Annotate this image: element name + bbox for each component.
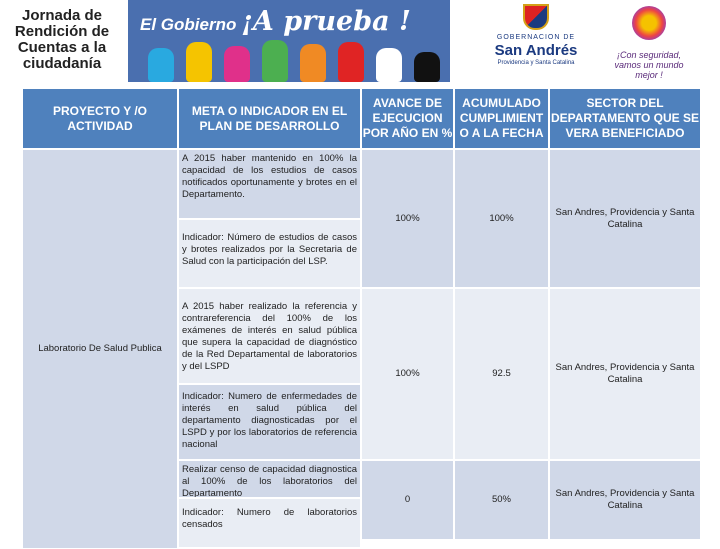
hand-icon: [262, 40, 288, 82]
indicador-cell: Indicador: Número de estudios de casos y brotes realizados por la Secretaria de Salud con la participación del LSP.: [178, 219, 361, 288]
sector-cell: San Andres, Providencia y Santa Catalina: [549, 460, 701, 540]
banner-emphasis: ¡A prueba !: [241, 6, 411, 37]
gob-sub: Providencia y Santa Catalina: [497, 60, 575, 66]
project-cell: Laboratorio De Salud Publica: [22, 149, 178, 549]
avance-cell: 100%: [361, 288, 454, 460]
avance-cell: 100%: [361, 149, 454, 288]
gobernacion-logo: [482, 4, 590, 67]
sector-cell: San Andres, Providencia y Santa Catalina: [549, 149, 701, 288]
col-meta: META O INDICADOR EN EL PLAN DE DESARROLLO: [178, 88, 361, 149]
gob-top: GOBERNACION DE: [496, 34, 576, 41]
cursor-hand-icon: [376, 48, 402, 82]
hand-icon: [224, 46, 250, 82]
meta-cell: A 2015 haber realizado la referencia y contrareferencia del 100% de los exámenes de interés en salud pública que supera la capacidad de diagnóstico de la Red Departamental de laboratorios y del LSPD: [178, 288, 361, 384]
meta-cell: A 2015 haber mantenido en 100% la capacidad de los estudios de casos notificados oportunamente y brotes en el Departamento.: [178, 149, 361, 219]
slogan-text: ¡Con seguridad, vamos un mundo mejor !: [614, 50, 684, 80]
col-acumulado: ACUMULADO CUMPLIMIENT O A LA FECHA: [454, 88, 549, 149]
acumulado-cell: 100%: [454, 149, 549, 288]
hand-icon: [338, 42, 364, 82]
acumulado-cell: 92.5: [454, 288, 549, 460]
hand-icon: [148, 48, 174, 82]
indicador-cell: Indicador: Numero de enfermedades de interés en salud pública del departamento diagnosticadas por el LSPD y por los laboratorios de referencia nacional: [178, 384, 361, 460]
slogan-logo: [604, 6, 694, 80]
col-sector: SECTOR DEL DEPARTAMENTO QUE SE VERA BENEFICIADO: [549, 88, 701, 149]
hand-icon: [300, 44, 326, 82]
event-title: Jornada de Rendición de Cuentas a la ciudadanía: [14, 7, 110, 72]
banner-text: El Gobierno: [140, 15, 237, 34]
col-proyecto: PROYECTO Y /O ACTIVIDAD: [22, 88, 178, 149]
gob-name: San Andrés: [494, 42, 578, 59]
meta-cell: Realizar censo de capacidad diagnostica al 100% de los laboratorios del Departamento: [178, 460, 361, 498]
avance-cell: 0: [361, 460, 454, 540]
hand-icon: [186, 42, 212, 82]
sun-icon: [632, 6, 666, 40]
shield-icon: [523, 4, 549, 30]
banner: [128, 0, 450, 82]
thumbs-up-icon: [414, 52, 440, 82]
sector-cell: San Andres, Providencia y Santa Catalina: [549, 288, 701, 460]
acumulado-cell: 50%: [454, 460, 549, 540]
col-avance: AVANCE DE EJECUCION POR AÑO EN %: [361, 88, 454, 149]
indicador-cell: Indicador: Numero de laboratorios censados: [178, 498, 361, 548]
